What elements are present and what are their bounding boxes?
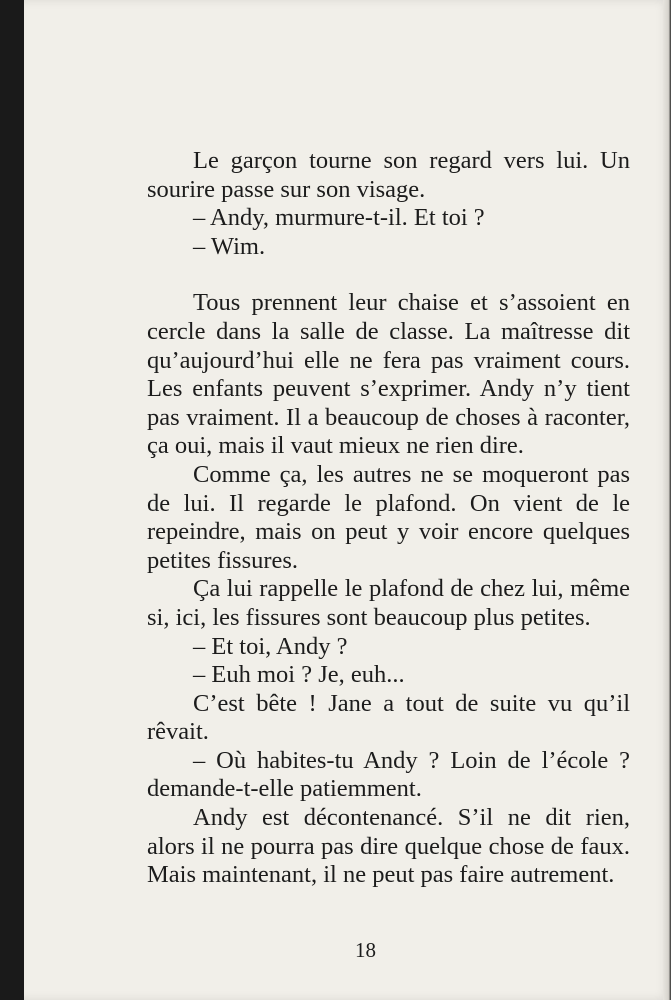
paragraph: Ça lui rappelle le plafond de chez lui, même si, ici, les fissures sont beaucoup plus petites.: [147, 575, 630, 631]
page-number: 18: [355, 938, 376, 962]
paragraph: Comme ça, les autres ne se moqueront pas de lui. Il regarde le plafond. On vient de le repeindre, mais on peut y voir encore quelques petites fissures.: [147, 460, 630, 574]
dialogue-line: – Euh moi ? Je, euh...: [193, 661, 405, 689]
book-page: [24, 0, 671, 1000]
paragraph: Andy est décontenancé. S’il ne dit rien, alors il ne pourra pas dire quelque chose de faux. Mais maintenant, il ne peut pas faire autrement.: [147, 804, 630, 889]
paragraph: Tous prennent leur chaise et s’assoient en cercle dans la salle de classe. La maîtresse dit qu’aujourd’hui elle ne fera pas vraiment cours. Les enfants peuvent s’exprimer. Andy n’y tient pas vraiment. Il a beaucoup de choses à raconter, ça oui, mais il vaut mieux ne rien dire.: [147, 289, 630, 460]
body-text: [147, 147, 630, 890]
dialogue-line: – Wim.: [193, 232, 266, 260]
dialogue-line: – Où habites-tu Andy ? Loin de l’école ? demande-t-elle patiemment.: [147, 746, 630, 803]
section-break: [147, 261, 630, 289]
page-edge: [663, 0, 671, 1000]
dialogue-line: – Andy, murmure-t-il. Et toi ?: [193, 204, 485, 232]
paragraph: C’est bête ! Jane a tout de suite vu qu’il rêvait.: [147, 689, 630, 746]
dialogue-line: – Et toi, Andy ?: [193, 632, 348, 660]
paragraph: Le garçon tourne son regard vers lui. Un sourire passe sur son visage.: [147, 147, 630, 203]
